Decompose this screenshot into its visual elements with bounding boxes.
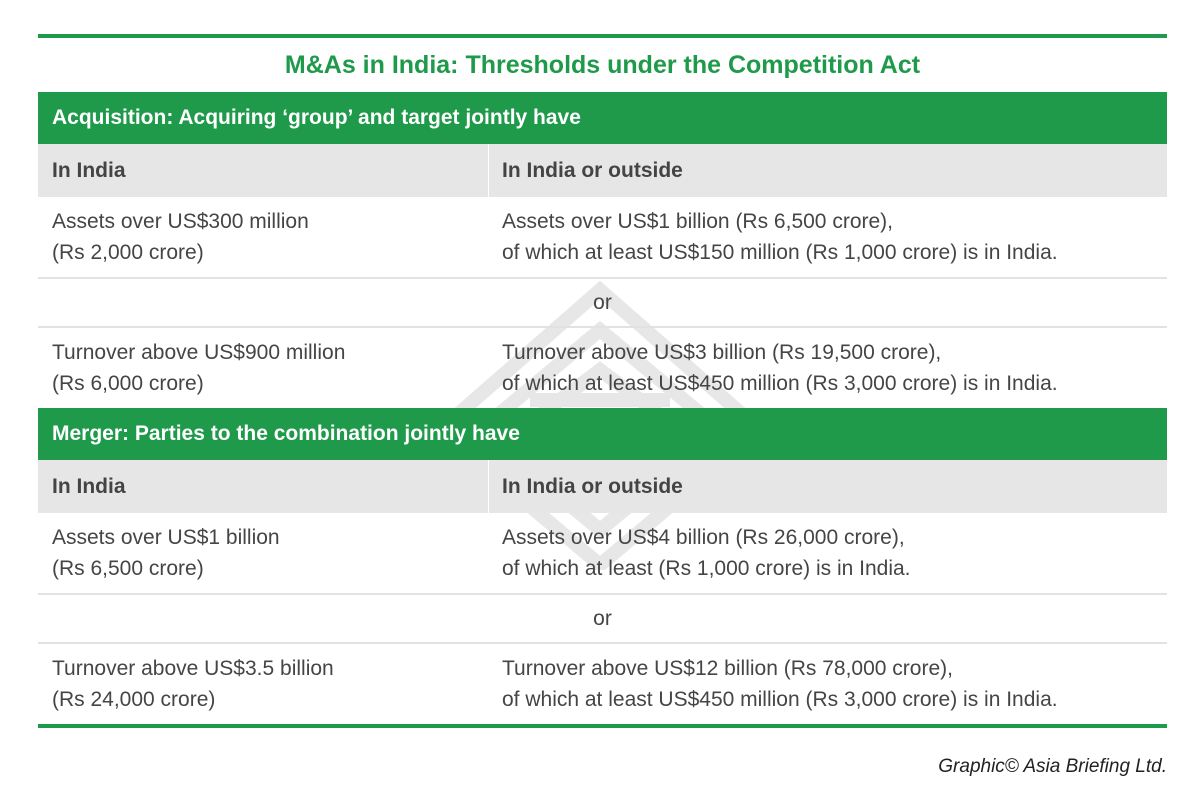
column-header-row [38, 144, 1167, 197]
cell-line: Turnover above US$3.5 billion [52, 657, 334, 680]
cell-line: Turnover above US$900 million [52, 341, 346, 364]
cell-in-india [38, 337, 488, 399]
bottom-rule [38, 724, 1167, 728]
cell-line: (Rs 24,000 crore) [52, 688, 216, 711]
or-separator: or [593, 606, 612, 630]
section-header-acquisition: Acquisition: Acquiring ‘group’ and target jointly have [38, 92, 1167, 144]
column-header-in-india-or-outside: In India or outside [502, 158, 683, 182]
cell-line: (Rs 2,000 crore) [52, 241, 204, 264]
table-row [38, 328, 1167, 408]
cell-in-india [38, 206, 488, 268]
cell-in-india-or-outside [488, 206, 1058, 268]
table-row [38, 197, 1167, 277]
table-row [38, 513, 1167, 593]
cell-in-india-or-outside [488, 522, 911, 584]
cell-line: of which at least (Rs 1,000 crore) is in India. [502, 557, 911, 580]
cell-line: (Rs 6,000 crore) [52, 372, 204, 395]
column-header-in-india: In India [38, 460, 489, 513]
cell-line: of which at least US$450 million (Rs 3,000 crore) is in India. [502, 372, 1058, 395]
cell-line: Turnover above US$3 billion (Rs 19,500 crore), [502, 341, 942, 364]
cell-line: of which at least US$150 million (Rs 1,000 crore) is in India. [502, 241, 1058, 264]
or-separator: or [593, 290, 612, 314]
section-header-merger: Merger: Parties to the combination jointly have [38, 408, 1167, 460]
cell-in-india [38, 653, 488, 715]
cell-line: Turnover above US$12 billion (Rs 78,000 crore), [502, 657, 953, 680]
column-header-in-india: In India [38, 144, 489, 197]
graphic-credit: Graphic© Asia Briefing Ltd. [938, 756, 1167, 777]
cell-line: Assets over US$300 million [52, 210, 309, 233]
cell-in-india-or-outside [488, 653, 1058, 715]
cell-in-india-or-outside [488, 337, 1058, 399]
cell-line: Assets over US$1 billion (Rs 6,500 crore), [502, 210, 893, 233]
cell-line: of which at least US$450 million (Rs 3,000 crore) is in India. [502, 688, 1058, 711]
table-row [38, 644, 1167, 724]
column-header-row [38, 460, 1167, 513]
column-header-in-india-or-outside: In India or outside [502, 474, 683, 498]
cell-line: Assets over US$4 billion (Rs 26,000 crore), [502, 526, 905, 549]
thresholds-table [38, 34, 1167, 728]
page-title: M&As in India: Thresholds under the Competition Act [284, 50, 921, 79]
cell-in-india [38, 522, 488, 584]
cell-line: Assets over US$1 billion [52, 526, 280, 549]
cell-line: (Rs 6,500 crore) [52, 557, 204, 580]
